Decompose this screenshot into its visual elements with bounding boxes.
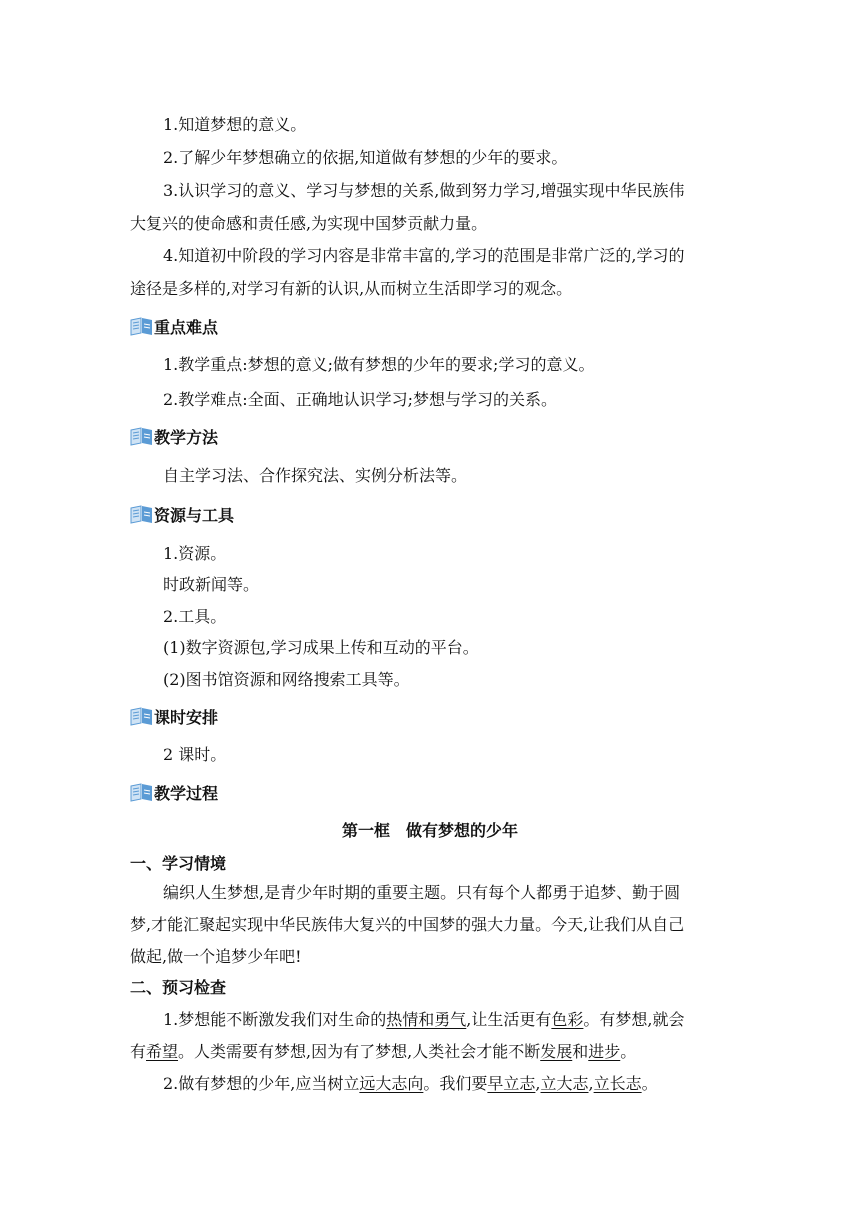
- heading-schedule: [130, 704, 218, 728]
- heading-process: [130, 780, 218, 804]
- q2-answer-4: 立长志: [593, 1074, 642, 1093]
- situation-line-3: 做起,做一个追梦少年吧!: [130, 947, 302, 966]
- heading-label: 课时安排: [154, 707, 219, 727]
- q2-answer-2: 早立志: [487, 1074, 536, 1093]
- resources-line-3: 2.工具。: [163, 607, 227, 626]
- section-situation-title: 一、学习情境: [130, 854, 227, 873]
- q1-answer-5: 进步: [588, 1042, 621, 1061]
- heading-label: 教学方法: [154, 427, 219, 447]
- preview-q1-line-1: [163, 1009, 763, 1031]
- schedule-line: 2 课时。: [163, 745, 227, 764]
- situation-line-2: 梦,才能汇聚起实现中华民族伟大复兴的中国梦的强大力量。今天,让我们从自己: [130, 915, 685, 934]
- q2-answer-3: 立大志: [540, 1074, 589, 1093]
- key-point-2: 2.教学难点:全面、正确地认识学习;梦想与学习的关系。: [163, 390, 558, 409]
- book-icon: [130, 316, 154, 336]
- resources-line-1: 1.资源。: [163, 544, 227, 563]
- q1-text: 。人类需要有梦想,因为有了梦想,人类社会才能不断: [178, 1042, 541, 1061]
- q1-answer-4: 发展: [540, 1042, 573, 1061]
- resources-line-4: (1)数字资源包,学习成果上传和互动的平台。: [163, 638, 479, 657]
- book-icon: [130, 426, 154, 446]
- heading-methods: [130, 424, 218, 448]
- methods-line: 自主学习法、合作探究法、实例分析法等。: [163, 466, 468, 485]
- q2-text: 2.做有梦想的少年,应当树立: [163, 1074, 360, 1093]
- q2-text: ,: [588, 1074, 594, 1093]
- q1-answer-3: 希望: [146, 1042, 179, 1061]
- heading-label: 重点难点: [154, 317, 219, 337]
- book-icon: [130, 504, 154, 524]
- q1-text: 和: [572, 1042, 589, 1061]
- q1-text: 有: [130, 1042, 147, 1061]
- q1-text: 1.梦想能不断激发我们对生命的: [163, 1010, 387, 1029]
- q2-text: ,: [535, 1074, 541, 1093]
- q1-text: 。: [620, 1042, 637, 1061]
- q1-text: ,让生活更有: [466, 1010, 552, 1029]
- preview-q2-line: [163, 1073, 763, 1095]
- book-icon: [130, 782, 154, 802]
- heading-label: 资源与工具: [154, 505, 235, 525]
- objective-3-line-2: 大复兴的使命感和责任感,为实现中国梦贡献力量。: [130, 214, 488, 233]
- resources-line-2: 时政新闻等。: [163, 575, 260, 594]
- q2-answer-1: 远大志向: [359, 1074, 424, 1093]
- preview-q1-line-2: [130, 1041, 730, 1063]
- q1-answer-1: 热情和勇气: [386, 1010, 467, 1029]
- heading-label: 教学过程: [154, 783, 219, 803]
- objective-3-line-1: 3.认识学习的意义、学习与梦想的关系,做到努力学习,增强实现中华民族伟: [163, 181, 685, 200]
- objective-4-line-1: 4.知道初中阶段的学习内容是非常丰富的,学习的范围是非常广泛的,学习的: [163, 246, 685, 265]
- lesson-title: 第一框 做有梦想的少年: [341, 821, 518, 840]
- q2-text: 。我们要: [423, 1074, 488, 1093]
- heading-resources: [130, 502, 234, 526]
- q2-text: 。: [641, 1074, 658, 1093]
- situation-line-1: 编织人生梦想,是青少年时期的重要主题。只有每个人都勇于追梦、勤于圆: [163, 883, 681, 902]
- objective-4-line-2: 途径是多样的,对学习有新的认识,从而树立生活即学习的观念。: [130, 279, 573, 298]
- section-preview-title: 二、预习检查: [130, 978, 227, 997]
- q1-text: 。有梦想,就会: [583, 1010, 685, 1029]
- key-point-1: 1.教学重点:梦想的意义;做有梦想的少年的要求;学习的意义。: [163, 355, 595, 374]
- q1-answer-2: 色彩: [551, 1010, 584, 1029]
- resources-line-5: (2)图书馆资源和网络搜索工具等。: [163, 670, 410, 689]
- objective-1: 1.知道梦想的意义。: [163, 115, 307, 134]
- heading-key-points: [130, 314, 218, 338]
- book-icon: [130, 706, 154, 726]
- objective-2: 2.了解少年梦想确立的依据,知道做有梦想的少年的要求。: [163, 148, 568, 167]
